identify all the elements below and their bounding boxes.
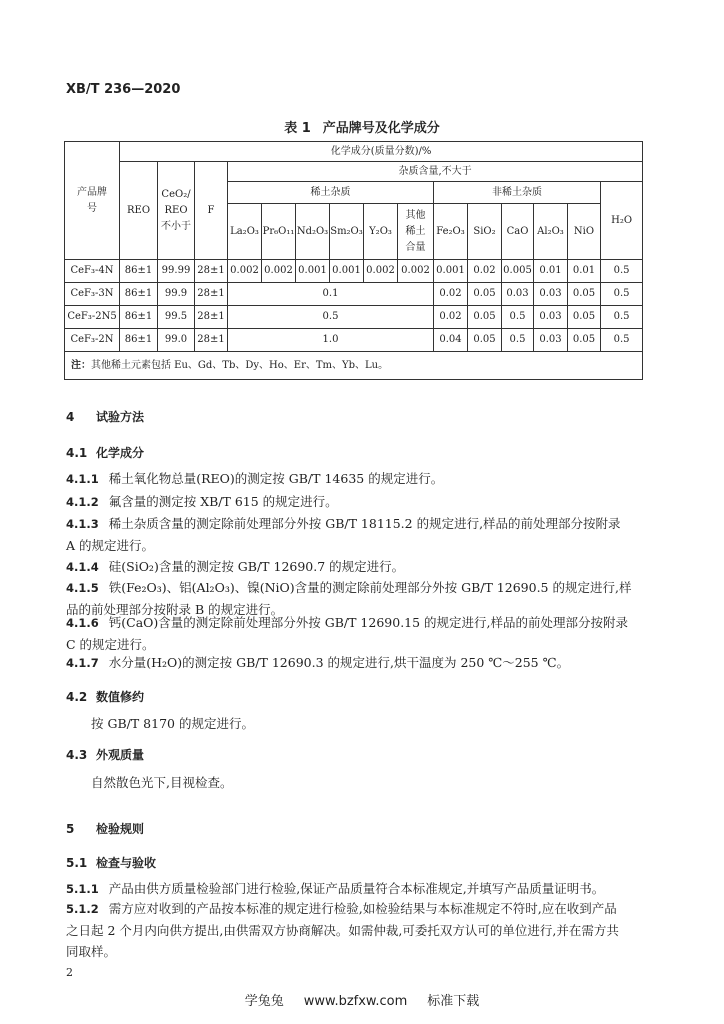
table-note-label: 注： bbox=[71, 359, 91, 371]
clause-text: 氟含量的测定按 XB/T 615 的规定进行。 bbox=[108, 494, 338, 509]
clause-text: 需方应对收到的产品按本标准的规定进行检验,如检验结果与本标准规定不符时,应在收到产品 bbox=[108, 901, 617, 916]
cell-f: 28±1 bbox=[195, 329, 228, 352]
clause-5-1-2 bbox=[66, 898, 646, 962]
section-number: 4.1 bbox=[66, 446, 88, 460]
clause-number: 4.1.5 bbox=[66, 581, 99, 595]
clause-text: 稀土氧化物总量(REO)的测定按 GB/T 14635 的规定进行。 bbox=[108, 471, 444, 486]
cell-y2o3: 0.002 bbox=[364, 260, 398, 283]
clause-text: 产品由供方质量检验部门进行检验,保证产品质量符合本标准规定,并填写产品质量证明书。 bbox=[108, 881, 605, 896]
cell-ceo2: 99.0 bbox=[158, 329, 195, 352]
cell-sio2: 0.05 bbox=[468, 329, 502, 352]
clause-text: 水分量(H₂O)的测定按 GB/T 12690.3 的规定进行,烘干温度为 250 ℃～255 ℃。 bbox=[108, 655, 570, 670]
section-number: 4.3 bbox=[66, 748, 88, 762]
cell-sio2: 0.05 bbox=[468, 283, 502, 306]
cell-h2o: 0.5 bbox=[601, 283, 643, 306]
cell-grade: CeF₃-2N5 bbox=[65, 306, 120, 329]
clause-5-1-1 bbox=[66, 878, 646, 900]
section-5-1-heading bbox=[66, 854, 156, 871]
header-h2o: H₂O bbox=[601, 182, 643, 260]
cell-cao: 0.03 bbox=[502, 283, 534, 306]
clause-number: 4.1.3 bbox=[66, 517, 99, 531]
footer-watermark bbox=[0, 990, 724, 1009]
cell-h2o: 0.5 bbox=[601, 306, 643, 329]
clause-text: 钙(CaO)含量的测定除前处理部分外按 GB/T 12690.15 的规定进行,样品的前处理部分按附录 bbox=[108, 615, 629, 630]
table-note-text: 其他稀土元素包括 Eu、Gd、Tb、Dy、Ho、Er、Tm、Yb、Lu。 bbox=[91, 359, 389, 371]
footer-url[interactable]: www.bzfxw.com bbox=[303, 994, 408, 1009]
cell-rare-earth-total: 0.5 bbox=[228, 306, 434, 329]
section-title: 数值修约 bbox=[96, 690, 145, 704]
cell-reo: 86±1 bbox=[120, 283, 158, 306]
header-ceo2-reo: CeO₂/ REO 不小于 bbox=[158, 162, 195, 260]
clause-number: 4.1.4 bbox=[66, 560, 99, 574]
header-la2o3: La₂O₃ bbox=[228, 204, 262, 260]
section-5-heading bbox=[66, 820, 144, 837]
section-4-2-heading bbox=[66, 688, 144, 705]
header-composition: 化学成分(质量分数)/% bbox=[120, 142, 643, 162]
section-number: 4.2 bbox=[66, 690, 88, 704]
cell-cao: 0.5 bbox=[502, 306, 534, 329]
cell-nio: 0.05 bbox=[568, 306, 601, 329]
clause-number: 4.1.7 bbox=[66, 656, 99, 670]
cell-other-re: 0.002 bbox=[398, 260, 434, 283]
clause-text-cont: C 的规定进行。 bbox=[66, 637, 155, 652]
cell-al2o3: 0.03 bbox=[534, 283, 568, 306]
table-row bbox=[65, 260, 643, 283]
header-nd2o3: Nd₂O₃ bbox=[296, 204, 330, 260]
cell-fe2o3: 0.04 bbox=[434, 329, 468, 352]
header-nio: NiO bbox=[568, 204, 601, 260]
clause-text-cont: A 的规定进行。 bbox=[66, 538, 155, 553]
clause-4-1-2 bbox=[66, 491, 646, 513]
section-4-3-heading bbox=[66, 746, 144, 763]
cell-grade: CeF₃-3N bbox=[65, 283, 120, 306]
clause-number: 5.1.1 bbox=[66, 882, 99, 896]
cell-ceo2: 99.99 bbox=[158, 260, 195, 283]
section-number: 5.1 bbox=[66, 856, 88, 870]
cell-cao: 0.005 bbox=[502, 260, 534, 283]
page-number: 2 bbox=[66, 966, 73, 979]
cell-fe2o3: 0.02 bbox=[434, 283, 468, 306]
cell-h2o: 0.5 bbox=[601, 329, 643, 352]
section-title: 检查与验收 bbox=[96, 856, 157, 870]
cell-rare-earth-total: 0.1 bbox=[228, 283, 434, 306]
clause-text: 硅(SiO₂)含量的测定按 GB/T 12690.7 的规定进行。 bbox=[108, 559, 405, 574]
cell-reo: 86±1 bbox=[120, 306, 158, 329]
cell-ceo2: 99.5 bbox=[158, 306, 195, 329]
cell-nio: 0.01 bbox=[568, 260, 601, 283]
cell-al2o3: 0.01 bbox=[534, 260, 568, 283]
cell-grade: CeF₃-4N bbox=[65, 260, 120, 283]
cell-la2o3: 0.002 bbox=[228, 260, 262, 283]
cell-sio2: 0.02 bbox=[468, 260, 502, 283]
clause-4-1-4 bbox=[66, 556, 646, 578]
table-row bbox=[65, 283, 643, 306]
header-sm2o3: Sm₂O₃ bbox=[330, 204, 364, 260]
cell-nd2o3: 0.001 bbox=[296, 260, 330, 283]
table-row bbox=[65, 306, 643, 329]
cell-fe2o3: 0.001 bbox=[434, 260, 468, 283]
section-4-heading bbox=[66, 408, 144, 425]
clause-4-1-7 bbox=[66, 652, 646, 674]
header-impurity: 杂质含量,不大于 bbox=[228, 162, 643, 182]
clause-4-1-6 bbox=[66, 612, 646, 655]
cell-sio2: 0.05 bbox=[468, 306, 502, 329]
clause-4-1-3 bbox=[66, 513, 646, 556]
table-row bbox=[65, 329, 643, 352]
header-rare-earth-impurity: 稀土杂质 bbox=[228, 182, 434, 204]
cell-nio: 0.05 bbox=[568, 283, 601, 306]
cell-nio: 0.05 bbox=[568, 329, 601, 352]
header-reo: REO bbox=[120, 162, 158, 260]
section-title: 检验规则 bbox=[96, 822, 145, 836]
footer-slogan: 标准下载 bbox=[427, 994, 480, 1009]
clause-number: 4.1.1 bbox=[66, 472, 99, 486]
footer-site-name: 学兔兔 bbox=[244, 994, 284, 1009]
clause-text-cont: 同取样。 bbox=[66, 944, 117, 959]
clause-4-1-1 bbox=[66, 468, 646, 490]
cell-sm2o3: 0.001 bbox=[330, 260, 364, 283]
table-caption bbox=[0, 117, 724, 136]
cell-rare-earth-total: 1.0 bbox=[228, 329, 434, 352]
cell-reo: 86±1 bbox=[120, 329, 158, 352]
cell-grade: CeF₃-2N bbox=[65, 329, 120, 352]
table-note bbox=[65, 352, 643, 380]
cell-al2o3: 0.03 bbox=[534, 306, 568, 329]
section-title: 试验方法 bbox=[96, 410, 145, 424]
section-title: 外观质量 bbox=[96, 748, 145, 762]
table-number: 表 1 bbox=[284, 121, 311, 136]
clause-text-cont: 品的前处理部分按附录 B 的规定进行。 bbox=[66, 602, 284, 617]
document-code: XB/T 236—2020 bbox=[66, 82, 181, 97]
header-fe2o3: Fe₂O₃ bbox=[434, 204, 468, 260]
clause-number: 4.1.2 bbox=[66, 495, 99, 509]
table-title: 产品牌号及化学成分 bbox=[322, 121, 440, 136]
clause-number: 4.1.6 bbox=[66, 616, 99, 630]
header-pr6o11: Pr₆O₁₁ bbox=[262, 204, 296, 260]
section-number: 5 bbox=[66, 822, 75, 836]
section-title: 化学成分 bbox=[96, 446, 145, 460]
header-al2o3: Al₂O₃ bbox=[534, 204, 568, 260]
header-sio2: SiO₂ bbox=[468, 204, 502, 260]
header-f: F bbox=[195, 162, 228, 260]
cell-f: 28±1 bbox=[195, 260, 228, 283]
section-number: 4 bbox=[66, 410, 75, 424]
cell-fe2o3: 0.02 bbox=[434, 306, 468, 329]
clause-text: 铁(Fe₂O₃)、铝(Al₂O₃)、镍(NiO)含量的测定除前处理部分外按 GB/T 12690.5 的规定进行,样 bbox=[108, 580, 632, 595]
header-grade: 产品牌号 bbox=[65, 142, 120, 260]
clause-text: 稀土杂质含量的测定除前处理部分外按 GB/T 18115.2 的规定进行,样品的前处理部分按附录 bbox=[108, 516, 621, 531]
header-cao: CaO bbox=[502, 204, 534, 260]
header-other-rare-earth: 其他稀土合量 bbox=[398, 204, 434, 260]
cell-f: 28±1 bbox=[195, 306, 228, 329]
header-y2o3: Y₂O₃ bbox=[364, 204, 398, 260]
cell-pr6o11: 0.002 bbox=[262, 260, 296, 283]
section-4-1-heading bbox=[66, 444, 144, 461]
composition-table bbox=[64, 141, 643, 380]
section-4-3-text: 自然散色光下,目视检查。 bbox=[91, 775, 233, 790]
clause-text-cont: 之日起 2 个月内向供方提出,由供需双方协商解决。如需仲裁,可委托双方认可的单位进行,并在需方共 bbox=[66, 923, 619, 938]
cell-ceo2: 99.9 bbox=[158, 283, 195, 306]
section-4-2-text: 按 GB/T 8170 的规定进行。 bbox=[91, 716, 254, 731]
cell-cao: 0.5 bbox=[502, 329, 534, 352]
cell-reo: 86±1 bbox=[120, 260, 158, 283]
cell-f: 28±1 bbox=[195, 283, 228, 306]
cell-al2o3: 0.03 bbox=[534, 329, 568, 352]
cell-h2o: 0.5 bbox=[601, 260, 643, 283]
clause-number: 5.1.2 bbox=[66, 902, 99, 916]
header-non-rare-earth-impurity: 非稀土杂质 bbox=[434, 182, 601, 204]
